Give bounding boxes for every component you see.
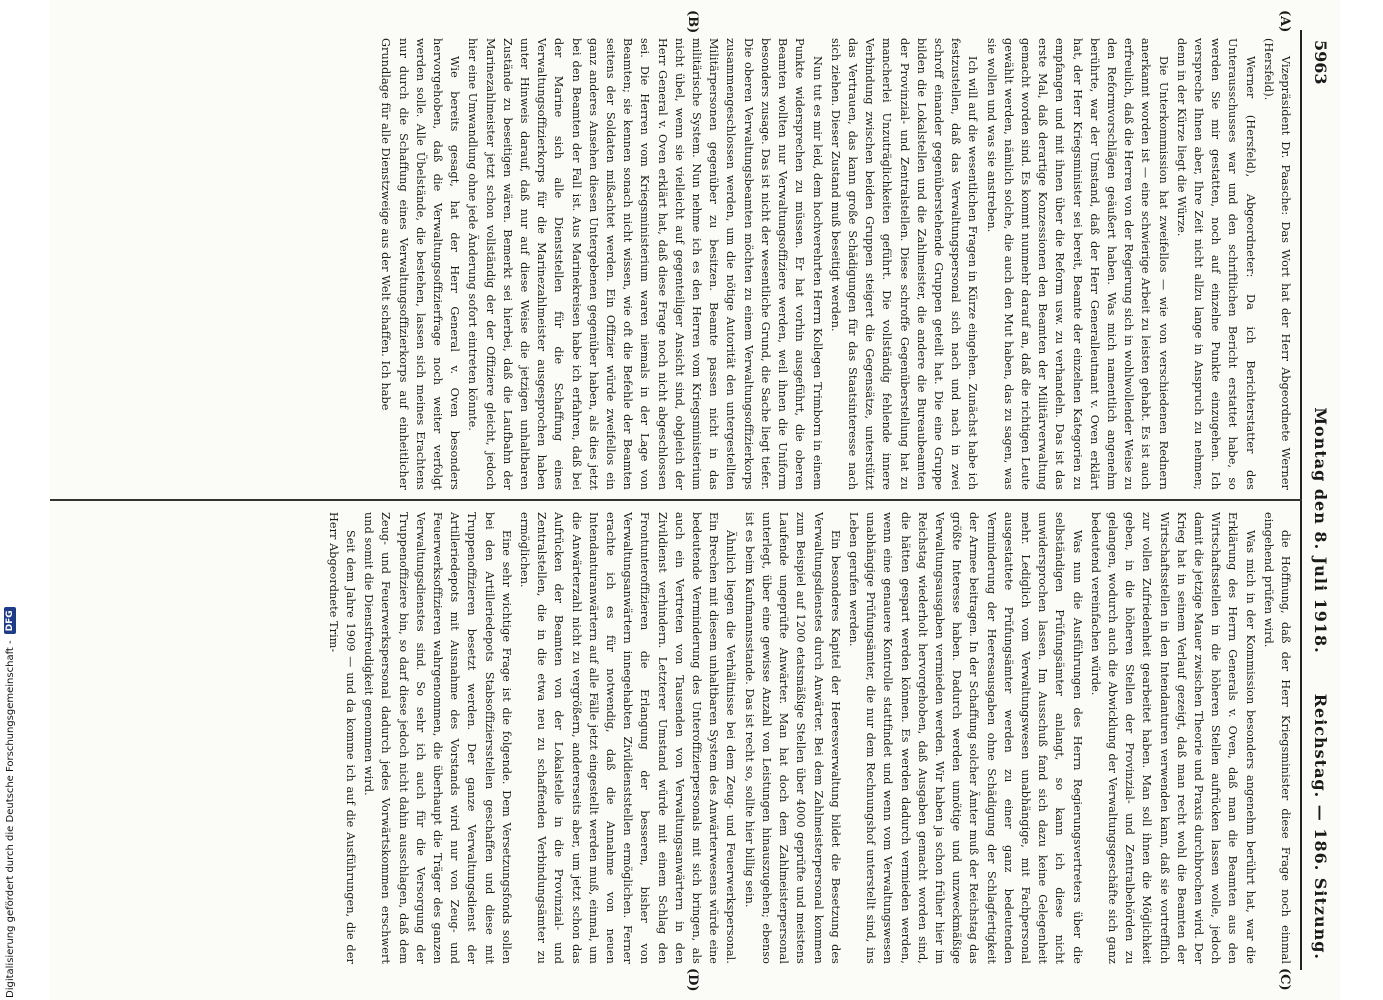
paragraph: Nun tut es mir leid, dem hochverehrten Herrn Kollegen Trimborn in einem Punkte widersprechen zu müssen. Er hat vorhin ausgeführt, die oberen Beamten wollten nur Verwaltungsoffiziere werden, weil ihnen die Uniform besonders zusage. Das ist nicht der wesentliche Grund, die Sache liegt tiefer. Die oberen Verwaltungsbeamten möchten zu einem Verwaltungsoffizierkorps zusammengeschlossen werden, um die nötige Autorität den untergestellten Militärpersonen gegenüber zu besitzen. Beamte passen nicht in das militärische System. Nun nehme ich es den Herren vom Kriegsministerium nicht übel, wenn sie vielleicht auf gegenteiliger Ansicht sind, obgleich der Herr General v. Oven erklärt hat, daß diese Frage noch nicht abgeschlossen sei. Die Herren vom Kriegsministerium waren niemals in der Lage von Beamten; sie kennen sonach nicht wissen, wie oft die Befehle der Beamten seitens der Soldaten mißachtet werden. Ein Offizier würde zweifellos ein ganz anderes Ansehen diesen Untergebenen gegenüber haben, als dies jetzt bei den Beamten der Fall ist. Aus Marinekreisen habe ich erfahren, daß bei der Marine sich alle Dienststellen für die Schaffung eines Verwaltungsoffizierkorps für die Marinezahlmeister ausgesprochen haben unter Hinweis darauf, daß nur auf diese Weise die jetzigen unhaltbaren Zustände zu beseitigen wären. Bemerkt sei hierbei, daß die Laufbahn der Marinezahlmeister jetzt schon vollständig der der Offiziere gleicht, jedoch hier eine Umwandlung ohne jede Änderung sofort eintreten könnte. xyxy=(466,38,824,490)
paragraph: die Hoffnung, daß der Herr Kriegsminister diese Frage noch einmal eingehend prüfen wird. xyxy=(1261,512,1292,964)
margin-mark-c: (C) xyxy=(1277,968,1292,991)
right-text-column xyxy=(58,512,1294,964)
paragraph: Was nun die Ausführungen des Herrn Regierungsvertreters über die selbständigen Prüfungsämter anlangt, so kann ich diese nicht unwidersprochen lassen. Im Ausschuß fand sich dazu keine Gelegenheit mehr. Lediglich vom Verwaltungswesen unabhängige, mit Fachpersonal ausgestattete Prüfungsämter werden zu einer ganz bedeutenden Verminderung der Heeresausgaben ohne Schädigung der Schlagfertigkeit der Armee beitragen. In der Schaffung solcher Ämter muß der Reichstag das größte Interesse haben. Dadurch werden unnötige und unzweckmäßige Verwaltungsausgaben vermieden werden. Wir haben ja schon früher hier im Reichstag wiederholt hervorgehoben, daß Ausgaben gemacht worden sind, die hätten gespart werden können. Es werden dadurch vermieden werden, wenn eine genauere Kontrolle stattfindet und wenn vom Verwaltungswesen unabhängige Prüfungsämter, die nur dem Rechnungshof unterstellt sind, ins Leben gerufen werden. xyxy=(846,512,1084,964)
paragraph: Wie bereits gesagt, hat der Herr General v. Oven besonders hervorgehoben, daß die Verwaltungsoffizierfrage noch weiter verfolgt werden solle. Alle Übelstände, die bestehen, lassen sich meines Erachtens nur durch die Schaffung eines Verwaltungsoffizierkorps auf einheitlicher Grundlage für alle Dienstzweige aus der Welt schaffen. Ich habe xyxy=(379,38,462,490)
header-date: Montag den 8. Juli 1918. xyxy=(1311,407,1331,654)
paragraph: Eine sehr wichtige Frage ist die folgende. Dem Versetzungsfonds sollen bei den Artilleriedepots Stabsoffiziersstellen geschaffen und diese mit Truppenoffizieren besetzt werden. Der ganze Verwaltungsdienst der Artilleriedepots mit Ausnahme des Vorstands wird nur von Zeug- und Feuerwerksoffizieren wahrgenommen, die überhaupt die Träger des ganzen Verwaltungsdienstes sind. So sehr ich auch für die Versorgung der Truppenoffiziere bin, so darf diese jedoch nicht dahin ausschlagen, daß dem Zeug- und Feuerwerkspersonal dadurch jedes Vorwärtskommen erschwert und somit die Dienstfreudigkeit genommen wird. xyxy=(362,512,513,964)
column-divider xyxy=(50,499,1302,501)
header-page-number: 5963 xyxy=(1311,40,1331,85)
footer-strip xyxy=(0,0,22,1000)
header-title: Reichstag. — 186. Sitzung. xyxy=(1311,693,1331,960)
paragraph: Ähnlich liegen die Verhältnisse bei dem Zeug- und Feuerwerkspersonal. Ein Brechen mit diesem unhaltbaren System des Anwärterwesens würde eine bedeutende Verminderung des Unteroffizierpersonals mit sich bringen, als auch ein Vertreten von Tausenden von Verwaltungsanwärtern in den Zivildienst verhindern. Letzterer Umstand würde mit einem Schlag den Frontunteroffizieren die Erlangung der besseren, bisher von Verwaltungsanwärtern innegehabten Zivildienststellen ermöglichen. Ferner erachte ich es für notwendig, daß die Annahme von neuen Intendanturanwärtern auf alle Fälle jetzt eingestellt werden muß, einmal, um die Anwärterzahl nicht zu vergrößern, andererseits aber, um jetzt schon das Aufrücken der Beamten von der Lokalstelle in die Provinzial- und Zentralstellen, die in die etwa neu zu schaffenden Verbindungsämter zu ermöglichen. xyxy=(518,512,738,964)
paragraph: Werner (Hersfeld), Abgeordneter: Da ich Berichterstatter des Unterausschusses war und den schriftlichen Bericht erstattet habe, so werden Sie mir gestatten, noch auf einzelne Punkte einzugehen. Ich verspreche Ihnen aber, Ihre Zeit nicht allzu lange in Anspruch zu nehmen; denn in der Kürze liegt die Würze. xyxy=(1174,38,1257,490)
paragraph: Vizepräsident Dr. Paasche: Das Wort hat der Herr Abgeordnete Werner (Hersfeld). xyxy=(1261,38,1292,490)
paragraph: Seit dem Jahre 1909 — und da komme ich auf die Ausführungen, die der Herr Abgeordnete Trim- xyxy=(326,512,358,964)
digitization-credit xyxy=(4,607,16,998)
margin-mark-a: (A) xyxy=(1277,10,1292,33)
dfg-logo: DFG xyxy=(4,607,16,634)
margin-mark-b: (B) xyxy=(685,10,700,34)
left-text-column xyxy=(58,38,1294,490)
margin-mark-d: (D) xyxy=(685,968,700,992)
paragraph: Die Unterkommission hat zweifellos — wie von verschiedenen Rednern anerkannt worden ist — eine schwierige Arbeit zu leisten gehabt. Es ist auch erfreulich, daß die Herren von der Regierung sich in wohlwollender Weise zu den Reformvorschlägen geäußert haben. Was mich namentlich angenehm berührte, war der Umstand, daß der Herr Generalleutnant v. Oven erklärt hat, der Herr Kriegsminister sei bereit, Beamte der einzelnen Kategorien zu empfangen und mit ihnen über die Reform usw. zu verhandeln. Das ist das erste Mal, daß derartige Konzessionen den Beamten der Militärverwaltung gemacht worden sind. Es kommt nunmehr darauf an, daß die richtigen Leute gewählt werden, nämlich solche, die auch den Mut haben, das zu sagen, was sie wollen und was sie anstreben. xyxy=(984,38,1170,490)
paragraph: Ich will auf die wesentlichen Fragen in Kürze eingehen. Zunächst habe ich festzustellen, daß das Verwaltungspersonal sich nach und nach in zwei schroff einander gegenüberstehende Gruppen geteilt hat. Die eine Gruppe bilden die Lokalstellen und die Zahlmeister, die andere die Bureaubeamten der Provinzial- und Zentralstellen. Diese schroffe Gegenüberstellung hat zu mancherlei Unzuträglichkeiten geführt. Die vollständig fehlende innere Verbindung zwischen beiden Gruppen steigert die Gegensätze, unterstützt das Vertrauen, das kann große Schädigungen für das Staatsinteresse nach sich ziehen. Dieser Zustand muß beseitigt werden. xyxy=(828,38,980,490)
paragraph: Was mich in der Kommission besonders angenehm berührt hat, war die Erklärung des Herrn Generals v. Oven, daß man die Beamten aus den Wirtschaftsstellen in die höheren Stellen aufrücken lassen wolle, jedoch damit die jetzige Mauer zwischen Theorie und Praxis durchbrochen wird. Der Krieg hat in seinem Verlauf gezeigt, daß man recht wohl die Beamten der Wirtschaftsstellen in den Intendanturen verwenden kann, daß sie vortrefflich zur vollen Zufriedenheit gearbeitet haben. Man soll ihnen die Möglichkeit geben, in die höheren Stellen der Provinzial- und Zentralbehörden zu gelangen, wodurch auch die Abwicklung der Verwaltungsgeschäfte sich ganz bedeutend vereinfachen würde. xyxy=(1088,512,1257,964)
page-header xyxy=(1306,40,1336,960)
paragraph: Ein besonderes Kapitel der Heeresverwaltung bildet die Besetzung des Verwaltungsdienstes durch Anwärter. Bei dem Zahlmeisterpersonal kommen zum Beispiel auf 1200 etatsmäßige Stellen über 4000 geprüfte und meistens Laufende ungeprüfte Anwärter. Man hat doch dem Zahlmeisterpersonal unterlegt, über eine gewisse Anzahl von Leistungen hinauszugehen; ebenso ist es beim Kaufmannsstande. Das ist recht so, sollte hier billig sein. xyxy=(742,512,842,964)
credit-text: Digitalisierung gefördert durch die Deutsche Forschungsgemeinschaft - xyxy=(4,640,16,998)
scanned-page xyxy=(50,0,1340,1000)
